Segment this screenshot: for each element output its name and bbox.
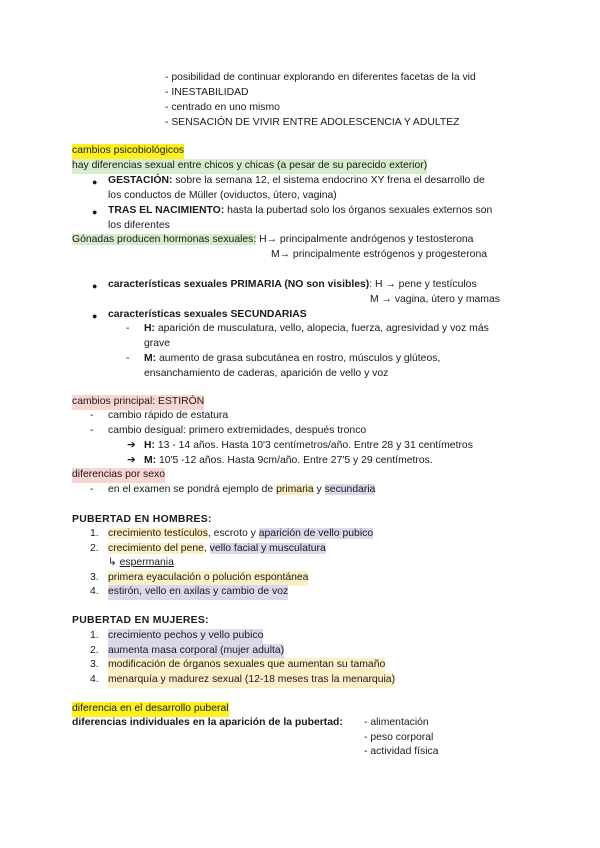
estiron-h-line: [144, 439, 473, 454]
mujeres-item: menarquía y madurez sexual (12-18 meses tras la menarquia): [108, 673, 395, 688]
intro-item: - SENSACIÓN DE VIVIR ENTRE ADOLESCENCIA Y ADULTEZ: [165, 117, 460, 128]
highlight-primaria: crecimiento testículos: [108, 528, 208, 539]
hombres-item: [108, 527, 373, 542]
sec-m-text-cont: ensanchamiento de caderas, aparición de vello y voz: [144, 368, 389, 379]
primaria-m: M → vagina, útero y mamas: [370, 294, 500, 305]
factor-item: - peso corporal: [364, 732, 434, 743]
sec-h-line: [144, 322, 489, 337]
section-heading-psicobiologicos: cambios psicobiológicos: [72, 144, 184, 159]
sexo-primaria: primaria: [276, 484, 314, 495]
bullet-icon: ●: [92, 311, 98, 321]
nacimiento-label: TRAS EL NACIMIENTO:: [108, 205, 225, 216]
gonadas-line: [72, 233, 473, 248]
dash-icon: -: [90, 425, 94, 436]
gonadas-h: H→ principalmente andrógenos y testosterona: [256, 234, 474, 245]
arrow-icon: ➔: [127, 440, 136, 451]
sexo-text: en el examen se pondrá ejemplo de: [108, 484, 277, 495]
bullet-icon: ●: [92, 281, 98, 291]
sub-arrow-icon: ↳: [108, 557, 120, 568]
sec-m-label: M:: [144, 353, 157, 364]
highlight-secundaria: vello facial y musculatura: [209, 543, 326, 554]
plain-text: ,: [203, 543, 210, 554]
intro-item: - INESTABILIDAD: [165, 87, 249, 98]
sexo-y: y: [313, 484, 325, 495]
section-heading-estiron: cambios principal: ESTIRÓN: [72, 395, 204, 410]
estiron-m-label: M:: [144, 455, 157, 466]
factor-item: - actividad física: [364, 746, 439, 757]
gestacion-label: GESTACIÓN:: [108, 175, 173, 186]
gonadas-label: Gónadas producen hormonas sexuales:: [72, 234, 257, 245]
sec-h-text: aparición de musculatura, vello, alopecia, fuerza, agresividad y voz más: [154, 323, 489, 334]
nacimiento-text: hasta la pubertad solo los órganos sexuales externos son: [224, 205, 493, 216]
dash-icon: -: [126, 323, 130, 334]
estiron-item: cambio desigual: primero extremidades, después tronco: [108, 425, 367, 436]
heading-hombres: PUBERTAD EN HOMBRES:: [72, 514, 212, 525]
list-number: 1.: [90, 630, 99, 641]
nacimiento-text-cont: los diferentes: [108, 220, 170, 231]
psico-intro: hay diferencias sexual entre chicos y chicas (a pesar de su parecido exterior): [72, 159, 427, 174]
estiron-m-text: 10'5 -12 años. Hasta 9cm/año. Entre 27'5 y 29 centímetros.: [156, 455, 433, 466]
desarrollo-label: diferencias individuales en la aparición de la pubertad:: [72, 717, 343, 728]
plain-text: , escroto y: [207, 528, 259, 539]
primaria-h: : H → pene y testículos: [369, 279, 477, 290]
primaria-line: [108, 278, 477, 293]
dash-icon: -: [90, 484, 94, 495]
sexo-line: [108, 483, 375, 498]
nacimiento-line: [108, 204, 492, 219]
sec-m-text: aumento de grasa subcutánea en rostro, músculos y glúteos,: [156, 353, 441, 364]
primaria-label: características sexuales PRIMARIA (NO son visibles): [108, 279, 370, 290]
arrow-icon: ➔: [127, 455, 136, 466]
section-heading-sexo: diferencias por sexo: [72, 468, 165, 483]
list-number: 2.: [90, 645, 99, 656]
bullet-icon: ●: [92, 207, 98, 217]
hombres-item: [108, 542, 326, 557]
bullet-icon: ●: [92, 177, 98, 187]
sec-m-line: [144, 352, 440, 367]
list-number: 3.: [90, 572, 99, 583]
heading-mujeres: PUBERTAD EN MUJERES:: [72, 615, 209, 626]
dash-icon: -: [126, 353, 130, 364]
sec-h-text-cont: grave: [144, 338, 170, 349]
intro-item: - centrado en uno mismo: [165, 102, 280, 113]
mujeres-item: crecimiento pechos y vello pubico: [108, 629, 263, 644]
list-number: 4.: [90, 586, 99, 597]
list-number: 3.: [90, 659, 99, 670]
sub-item-text: espermania: [119, 557, 174, 568]
estiron-h-label: H:: [144, 440, 155, 451]
estiron-h-text: 13 - 14 años. Hasta 10'3 centímetros/año. Entre 28 y 31 centímetros: [154, 440, 473, 451]
gestacion-text: sobre la semana 12, el sistema endocrino XY frena el desarrollo de: [172, 175, 485, 186]
list-number: 4.: [90, 674, 99, 685]
sec-h-label: H:: [144, 323, 155, 334]
estiron-item: cambio rápido de estatura: [108, 410, 229, 421]
hombres-item: primera eyaculación o polución espontánea: [108, 571, 308, 586]
factor-item: - alimentación: [364, 717, 429, 728]
list-number: 1.: [90, 528, 99, 539]
hombres-item: estirón, vello en axilas y cambio de voz: [108, 585, 288, 600]
secundaria-label: características sexuales SECUNDARIAS: [108, 309, 307, 320]
section-heading-desarrollo: diferencia en el desarrollo puberal: [72, 702, 229, 717]
highlight-secundaria: aparición de vello pubico: [258, 528, 374, 539]
gestacion-line: [108, 174, 485, 189]
sexo-secundaria: secundaria: [324, 484, 376, 495]
mujeres-item: aumenta masa corporal (mujer adulta): [108, 644, 284, 659]
sub-item: [108, 556, 174, 571]
gestacion-text-cont: los conductos de Müller (oviductos, útero, vagina): [108, 190, 337, 201]
intro-item: - posibilidad de continuar explorando en diferentes facetas de la vid: [165, 72, 476, 83]
estiron-m-line: [144, 454, 433, 469]
gonadas-m: M→ principalmente estrógenos y progesterona: [271, 249, 488, 260]
dash-icon: -: [90, 410, 94, 421]
list-number: 2.: [90, 543, 99, 554]
mujeres-item: modificación de órganos sexuales que aumentan su tamaño: [108, 658, 385, 673]
highlight-primaria: crecimiento del pene: [108, 543, 204, 554]
